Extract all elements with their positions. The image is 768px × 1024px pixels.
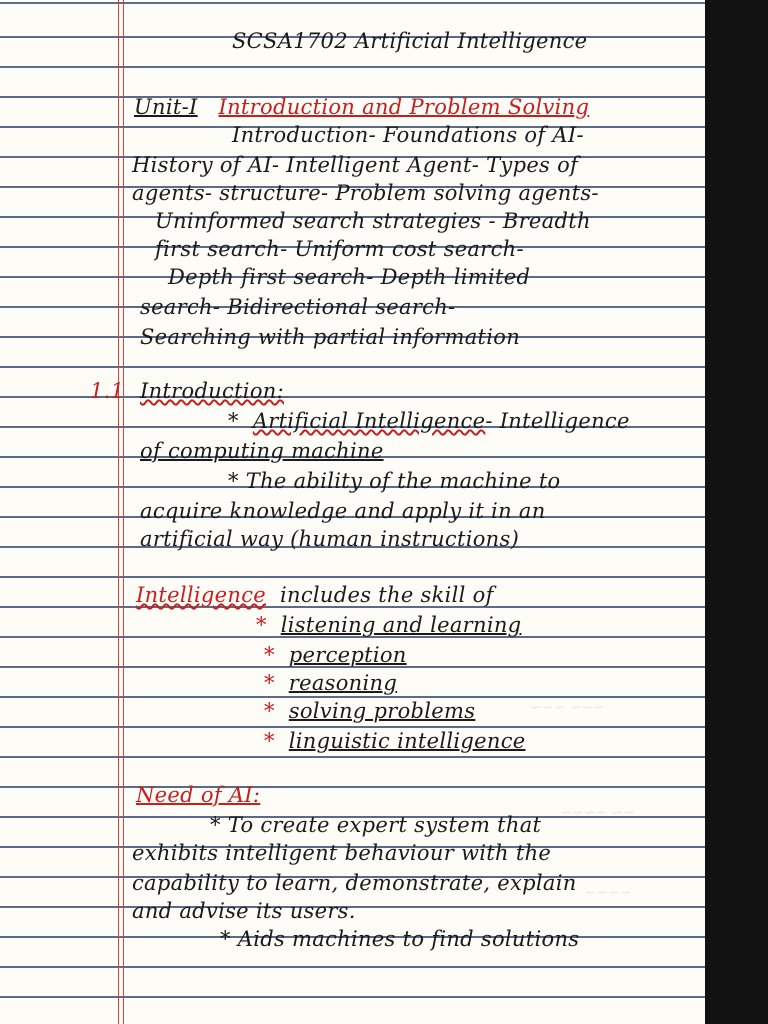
ai-definition-line	[228, 408, 630, 434]
syllabus-line: Depth first search- Depth limited	[168, 265, 531, 289]
list-item-text: solving problems	[288, 699, 476, 723]
list-item-text: perception	[288, 643, 407, 667]
need-heading: Need of AI:	[136, 783, 261, 807]
bullet-star: *	[264, 699, 275, 723]
unit-title: Introduction and Problem Solving	[218, 95, 590, 119]
list-item-text: linguistic intelligence	[288, 729, 526, 753]
list-item	[264, 728, 526, 754]
syllabus-line: Searching with partial information	[140, 325, 521, 349]
body-line: exhibits intelligent behaviour with the	[132, 841, 552, 865]
margin-line	[123, 0, 124, 1024]
list-item	[256, 612, 521, 638]
syllabus-line: first search- Uniform cost search-	[155, 237, 524, 261]
body-line: * Aids machines to find solutions	[220, 927, 580, 951]
unit-label: Unit-I	[134, 95, 198, 119]
list-item	[264, 642, 407, 668]
syllabus-line: History of AI- Intelligent Agent- Types of	[132, 153, 579, 177]
bleed-through-mark: ~~ ~~~~	[560, 805, 635, 821]
intelligence-heading-line	[136, 582, 494, 608]
bullet-star: *	[264, 729, 275, 753]
margin-line	[118, 0, 119, 1024]
body-line: artificial way (human instructions)	[140, 527, 520, 551]
body-text: of computing machine	[140, 439, 384, 463]
syllabus-line: search- Bidirectional search-	[140, 295, 456, 319]
ai-term: Artificial Intelligence	[252, 409, 486, 433]
bullet-star: *	[256, 613, 267, 637]
body-line: * To create expert system that	[210, 813, 542, 837]
bullet-star: *	[264, 671, 275, 695]
need-heading-line	[136, 782, 260, 808]
bullet-star: *	[264, 643, 275, 667]
body-line	[140, 438, 384, 464]
body-line: * The ability of the machine to	[228, 469, 561, 493]
section-heading	[140, 378, 284, 404]
intelligence-heading: Intelligence	[136, 583, 267, 607]
notebook-binding	[705, 0, 768, 1024]
list-item-text: reasoning	[288, 671, 398, 695]
bleed-through-mark: ~~~ ~~~	[530, 700, 605, 716]
body-line: acquire knowledge and apply it in an	[140, 499, 546, 523]
syllabus-line: Introduction- Foundations of AI-	[232, 123, 584, 147]
section-heading-text: Introduction:	[140, 379, 284, 403]
section-number: 1.1	[90, 379, 125, 403]
body-line: and advise its users.	[132, 899, 356, 923]
body-line: capability to learn, demonstrate, explain	[132, 871, 577, 895]
list-item	[264, 698, 475, 724]
intelligence-heading-suffix: includes the skill of	[279, 583, 494, 607]
unit-heading	[134, 94, 589, 120]
syllabus-line: agents- structure- Problem solving agents-	[132, 181, 599, 205]
bullet-star: *	[228, 409, 239, 433]
list-item	[264, 670, 397, 696]
bleed-through-mark: ~~~~	[585, 885, 632, 901]
list-item-text: listening and learning	[280, 613, 522, 637]
ai-term-suffix: - Intelligence	[485, 409, 630, 433]
page-title: SCSA1702 Artificial Intelligence	[232, 29, 588, 53]
syllabus-line: Uninformed search strategies - Breadth	[155, 209, 591, 233]
